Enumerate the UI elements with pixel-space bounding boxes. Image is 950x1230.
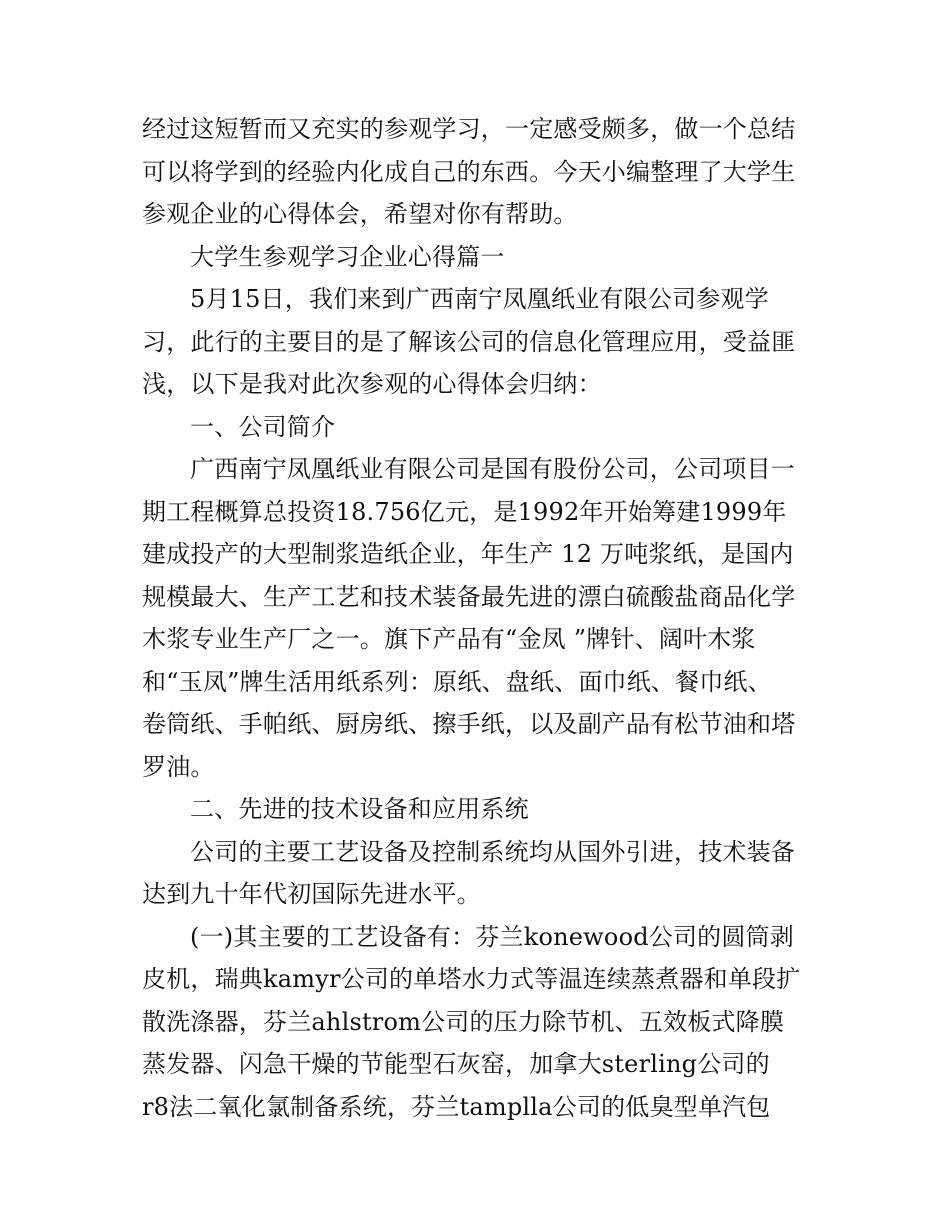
paragraph-line: (一)其主要的工艺设备有：芬兰konewood公司的圆筒剥 — [190, 922, 794, 951]
paragraph-line: 达到九十年代初国际先进水平。 — [142, 880, 481, 908]
paragraph-line: 广西南宁凤凰纸业有限公司是国有股份公司，公司项目一 — [190, 455, 795, 483]
paragraph-line: 期工程概算总投资18.756亿元，是1992年开始筹建1999年 — [142, 497, 787, 526]
paragraph-line: 参观企业的心得体会，希望对你有帮助。 — [142, 200, 578, 228]
paragraph-line: 公司的主要工艺设备及控制系统均从国外引进，技术装备 — [190, 837, 795, 866]
paragraph-line: 习，此行的主要目的是了解该公司的信息化管理应用，受益匪 — [142, 327, 796, 356]
paragraph-line: 皮机，瑞典kamyr公司的单塔水力式等温连续蒸煮器和单段扩 — [142, 965, 801, 993]
paragraph-line: 5月15日，我们来到广西南宁凤凰纸业有限公司参观学 — [190, 285, 769, 313]
paragraph-line: 卷筒纸、手帕纸、厨房纸、擦手纸，以及副产品有松节油和塔 — [142, 710, 796, 738]
paragraph-line: r8法二氧化氯制备系统，芬兰tamplla公司的低臭型单汽包 — [142, 1092, 771, 1121]
paragraph-line: 建成投产的大型制浆造纸企业，年生产 12 万吨浆纸，是国内 — [142, 540, 794, 568]
paragraph-line: 散洗涤器，芬兰ahlstrom公司的压力除节机、五效板式降膜 — [142, 1007, 785, 1036]
paragraph-line: 经过这短暂而又充实的参观学习，一定感受颇多，做一个总结 — [142, 115, 796, 143]
document-body — [142, 108, 816, 1128]
paragraph-line: 规模最大、生产工艺和技术装备最先进的漂白硫酸盐商品化学 — [142, 582, 796, 611]
paragraph-line: 和“玉凤”牌生活用纸系列：原纸、盘纸、面巾纸、餐巾纸、 — [142, 667, 772, 696]
paragraph-line: 木浆专业生产厂之一。旗下产品有“金凤 ”牌针、阔叶木浆 — [142, 625, 756, 653]
section-heading: 二、先进的技术设备和应用系统 — [190, 795, 529, 823]
paragraph-line: 可以将学到的经验内化成自己的东西。今天小编整理了大学生 — [142, 157, 796, 186]
section-heading: 大学生参观学习企业心得篇一 — [190, 242, 505, 271]
paragraph-line: 浅，以下是我对此次参观的心得体会归纳： — [142, 370, 602, 398]
section-heading: 一、公司简介 — [190, 412, 336, 441]
paragraph-line: 罗油。 — [142, 752, 215, 781]
paragraph-line: 蒸发器、闪急干燥的节能型石灰窑，加拿大sterling公司的 — [142, 1050, 770, 1078]
